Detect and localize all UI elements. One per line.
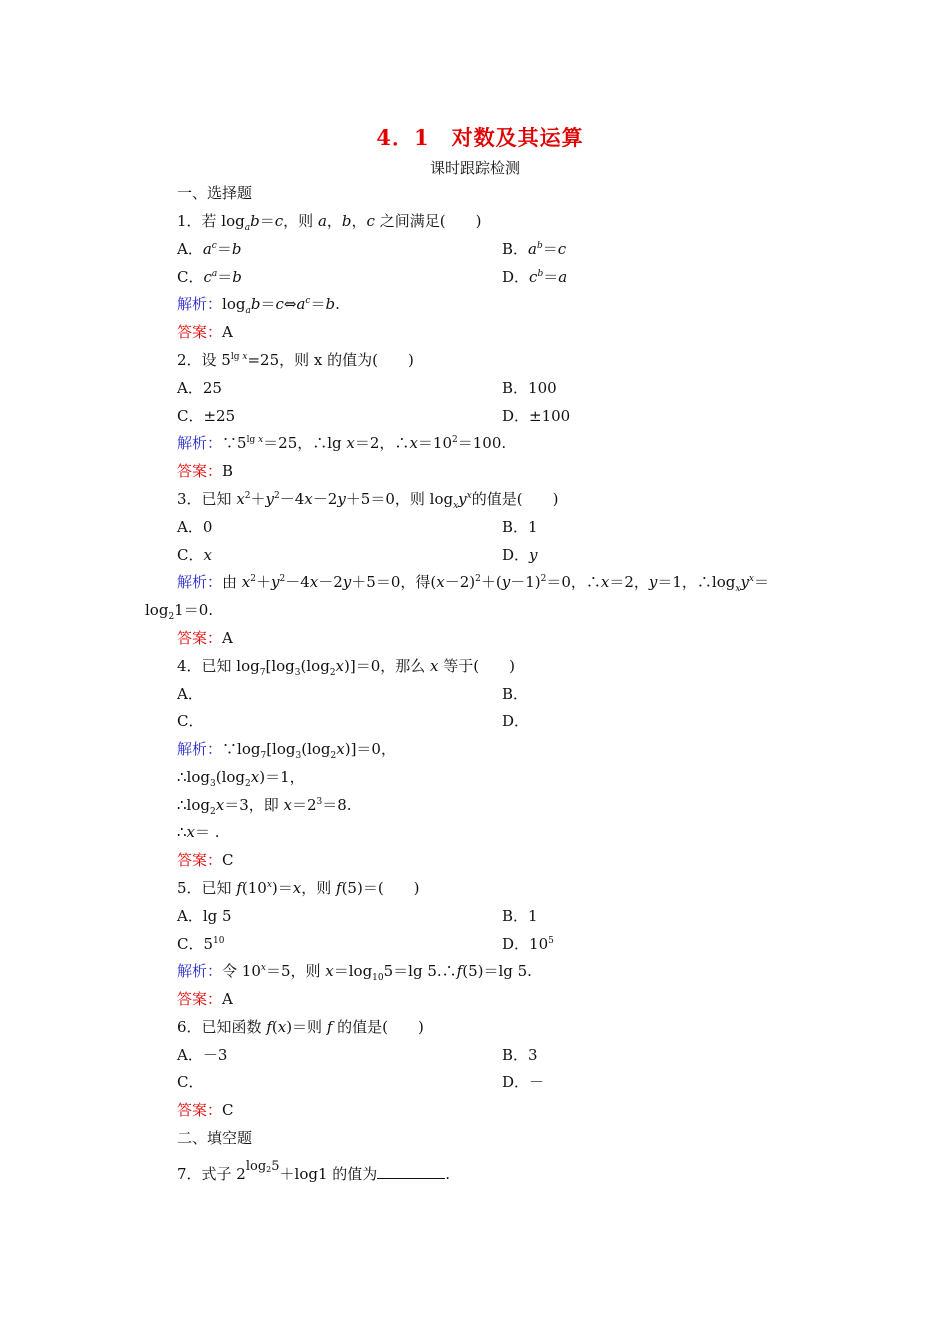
q1-stem: 1．若 $\log_ab=c$，则 a，b，c 之间满足( ) — [177, 212, 482, 233]
q1-option-c: C．$c^a=b$ — [177, 268, 242, 286]
section-heading-choice: 一、选择题 — [177, 184, 253, 202]
q5-analysis: 解析：令 $10^x=5$，则 $x=\log_{10}5=\lg$ 5.∴f(5)＝lg 5. — [177, 962, 532, 983]
section-heading-fill: 二、填空题 — [177, 1129, 253, 1147]
q3-stem: 3．已知 $x^2+y^2-4x-2y+5=0$，则 $\log_xy^x$的值是( ) — [177, 490, 559, 511]
q5-option-a: A．lg 5 — [177, 907, 232, 925]
q3-option-a: A．0 — [177, 518, 213, 536]
q2-answer: 答案：B — [177, 462, 234, 480]
q1-answer: 答案：A — [177, 323, 233, 341]
q3-option-d: D．y — [502, 546, 538, 564]
q6-option-a: A．－3 — [177, 1046, 228, 1064]
q2-option-b: B．100 — [502, 379, 557, 397]
q1-option-d: D．$c^b=a$ — [502, 268, 568, 286]
q4-analysis: 解析：$\because\log_7[\log_3(\log_2x)]=0$， — [177, 740, 396, 761]
q7-stem: 7．式子 2log25＋log1 的值为 . — [177, 1159, 451, 1183]
q5-option-c: C．$5^{10}$ — [177, 935, 225, 953]
q5-stem: 5．已知 $f(10^x)=x$，则 f(5)＝( ) — [177, 879, 420, 897]
q2-analysis: 解析：$\because 5^{lg x}=25$，∴lg x＝2，$\therefore x=10^2=100$. — [177, 434, 507, 452]
q5-option-d: D．$10^5$ — [502, 935, 554, 953]
q3-analysis-cont: $\log_21=0$. — [145, 601, 214, 622]
q2-stem: 2．设 $5^{lg x}=25$，则 x 的值为( ) — [177, 351, 414, 369]
q3-option-c: C．x — [177, 546, 212, 564]
q6-stem: 6．已知函数 f(x)＝则 f 的值是( ) — [177, 1018, 424, 1036]
q6-answer: 答案：C — [177, 1101, 234, 1119]
q2-option-c: C．±25 — [177, 407, 236, 425]
q1-option-a: A．$a^c=b$ — [177, 240, 242, 258]
q1-option-b: B．$a^b=c$ — [502, 240, 567, 258]
q4-option-c: C． — [177, 712, 204, 730]
q4-option-a: A． — [177, 685, 203, 703]
q6-option-d: D．－ — [502, 1073, 545, 1091]
q4-answer: 答案：C — [177, 851, 234, 869]
q7-answer-blank[interactable] — [377, 1164, 445, 1179]
q6-option-c: C． — [177, 1073, 204, 1091]
q5-answer: 答案：A — [177, 990, 233, 1008]
page-title: 4．1 对数及其运算 — [376, 125, 584, 150]
q4-analysis-step2: $\therefore\log_3(\log_2x)=1$， — [177, 768, 305, 789]
q2-option-d: D．±100 — [502, 407, 571, 425]
q4-stem: 4．已知 $\log_7[\log_3(\log_2x)]=0$，那么 x 等于( ) — [177, 657, 515, 678]
q4-analysis-step3: $\therefore\log_2x=3$，即 $x=2^3=8$. — [177, 796, 352, 817]
q4-option-b: B． — [502, 685, 529, 703]
q3-answer: 答案：A — [177, 629, 233, 647]
q4-analysis-step4: ∴x＝ . — [177, 823, 220, 841]
q4-option-d: D． — [502, 712, 530, 730]
q2-option-a: A．25 — [177, 379, 222, 397]
q6-option-b: B．3 — [502, 1046, 538, 1064]
q3-option-b: B．1 — [502, 518, 538, 536]
q3-analysis: 解析：由 $x^2+y^2-4x-2y+5=0$，得$(x-2)^2+(y-1)^2=0$，∴x＝2，y＝1，$\therefore\log_xy^x=$ — [177, 573, 770, 594]
q1-analysis: 解析：$\log_ab=c\Leftrightarrow a^c=b$. — [177, 295, 340, 316]
page-subtitle: 课时跟踪检测 — [429, 159, 520, 177]
q5-option-b: B．1 — [502, 907, 538, 925]
